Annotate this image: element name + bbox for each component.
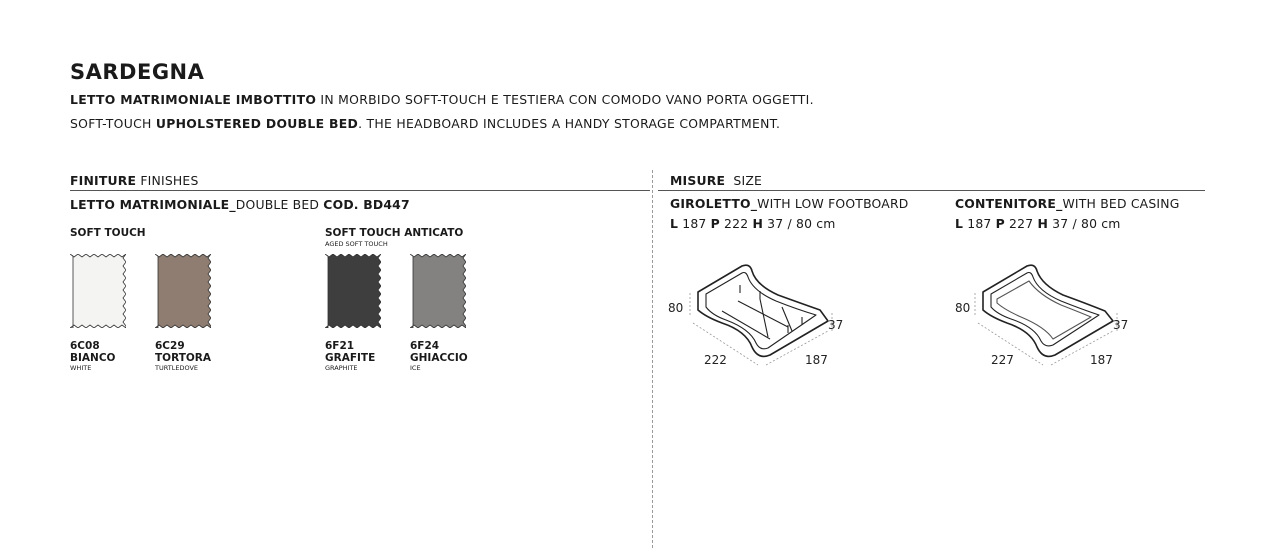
dim-value: 187 [963,216,996,231]
swatch-fabric [410,254,466,328]
sizes-heading [670,173,762,188]
swatch-caption [410,340,468,373]
swatch-name: GHIACCIO [410,352,468,364]
sizes-rule [658,190,1205,191]
swatch-6C08 [70,254,126,332]
swatch-name-en: ICE [410,364,421,372]
swatch-caption [325,340,375,373]
section-divider [652,170,653,548]
swatch-code: 6F24 [410,340,440,352]
description-english-pre: SOFT-TOUCH [70,116,156,131]
swatch-6C29 [155,254,211,332]
finish-group-label: SOFT TOUCH ANTICATO [325,227,464,239]
swatch-fabric [70,254,126,328]
variant-name-bold: CONTENITORE_ [955,196,1063,211]
dim-value: 37 / 80 cm [1048,216,1121,231]
bed-drawing-giroletto [660,255,860,375]
swatch-sample [325,254,381,328]
variant-dimensions [670,216,836,231]
swatch-caption [155,340,211,373]
product-title: SARDEGNA [70,60,205,84]
product-code: COD. BD447 [323,197,410,212]
sizes-heading-text: SIZE [725,173,763,188]
finish-group-sublabel: AGED SOFT TOUCH [325,240,388,248]
dim-key: L [955,216,964,231]
dim-label-height: 80 [668,301,684,315]
description-italian-text: IN MORBIDO SOFT-TOUCH E TESTIERA CON COMODO VANO PORTA OGGETTI. [316,92,814,107]
swatch-sample [155,254,211,328]
dim-label-width: 187 [1090,353,1113,367]
description-english [70,116,780,131]
swatch-code: 6C29 [155,340,185,352]
dim-label-length: 227 [991,353,1014,367]
swatch-name-en: TURTLEDOVE [155,364,199,372]
swatch-name: BIANCO [70,352,116,364]
description-italian-bold: LETTO MATRIMONIALE IMBOTTITO [70,92,317,107]
description-english-text: . THE HEADBOARD INCLUDES A HANDY STORAGE COMPARTMENT. [358,116,781,131]
dim-value: 187 [678,216,711,231]
swatch-6F24 [410,254,466,332]
dim-value: 222 [719,216,753,231]
swatch-sample [410,254,466,328]
variant-name-text: WITH BED CASING [1062,196,1180,211]
swatch-code: 6F21 [325,340,355,352]
dim-key: P [710,216,720,231]
swatch-name: TORTORA [155,352,212,364]
dim-key: P [995,216,1005,231]
dim-value: 227 [1004,216,1038,231]
swatch-name: GRAFITE [325,352,376,364]
product-name-bold: LETTO MATRIMONIALE_ [70,197,236,212]
variant-name-text: WITH LOW FOOTBOARD [757,196,909,211]
finishes-heading-text: FINISHES [136,173,199,188]
variant-name [955,196,1180,211]
dim-key: H [1037,216,1049,231]
swatch-name-en: GRAPHITE [325,364,358,372]
product-code-line [70,197,410,212]
bed-drawing-contenitore [947,255,1147,375]
variant-dimensions [955,216,1121,231]
swatch-code: 6C08 [70,340,100,352]
dim-label-foot: 37 [1113,318,1129,332]
dim-value: 37 / 80 cm [763,216,836,231]
finishes-heading-bold: FINITURE [70,173,137,188]
dim-label-foot: 37 [828,318,844,332]
swatch-6F21 [325,254,381,332]
variant-name-bold: GIROLETTO_ [670,196,758,211]
finishes-rule [70,190,650,191]
description-italian [70,92,814,107]
swatch-caption [70,340,115,373]
description-english-bold: UPHOLSTERED DOUBLE BED [155,116,359,131]
swatch-name-en: WHITE [70,364,92,372]
product-name-text: DOUBLE BED [235,197,324,212]
swatch-fabric [325,254,381,328]
swatch-sample [70,254,126,328]
dim-key: H [752,216,764,231]
dim-label-length: 222 [704,353,727,367]
dim-label-height: 80 [955,301,971,315]
dim-key: L [670,216,679,231]
finish-group-label: SOFT TOUCH [70,227,146,239]
sizes-heading-bold: MISURE [670,173,726,188]
finishes-heading [70,173,199,188]
variant-name [670,196,909,211]
dim-label-width: 187 [805,353,828,367]
swatch-fabric [155,254,211,328]
